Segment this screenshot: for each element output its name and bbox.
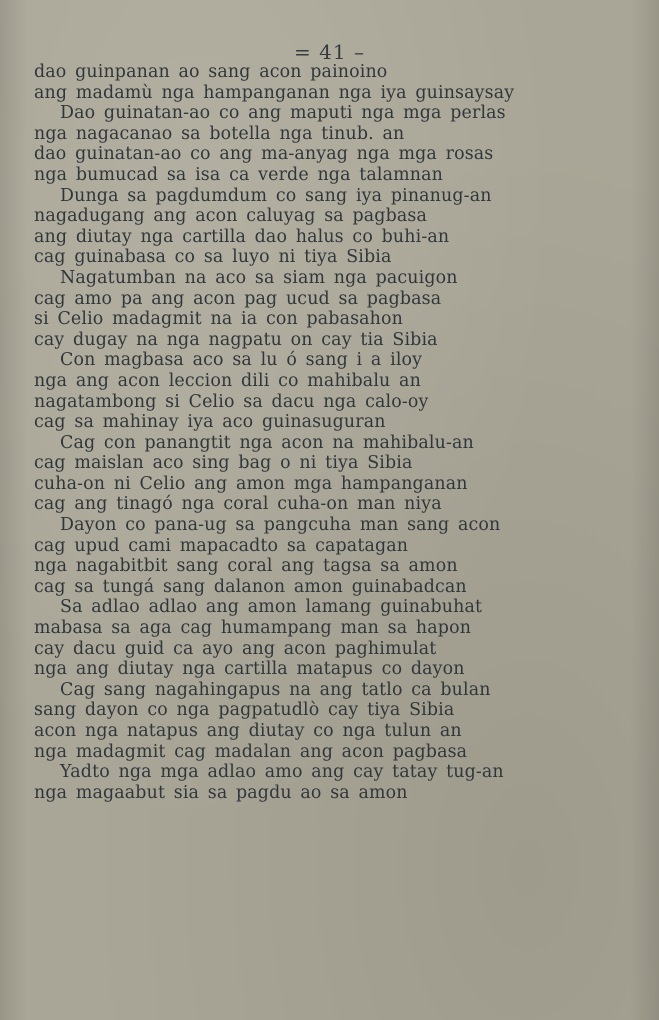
text-line: nga nagacanao sa botella nga tinub. an — [34, 123, 405, 144]
text-line: mabasa sa aga cag humampang man sa hapon — [34, 618, 472, 639]
text-line: Dunga sa pagdumdum co sang iya pinanug-an — [60, 185, 492, 206]
text-line: cag maislan aco sing bag o ni tiya Sibia — [34, 453, 413, 474]
text-line: nga bumucad sa isa ca verde nga talamnan — [34, 164, 444, 185]
text-line: Nagatumban na aco sa siam nga pacuigon — [60, 267, 458, 288]
text-line: dao guinatan-ao co ang ma-anyag nga mga rosas — [34, 144, 494, 165]
text-line: cay dacu guid ca ayo ang acon paghimulat — [34, 638, 437, 659]
text-line: cag upud cami mapacadto sa capatagan — [34, 535, 409, 556]
text-line: cag ang tinagó nga coral cuha-on man niya — [34, 494, 442, 515]
text-line: cuha-on ni Celio ang amon mga hampanganan — [34, 473, 468, 494]
text-line: nga nagabitbit sang coral ang tagsa sa amon — [34, 556, 458, 577]
text-line: dao guinpanan ao sang acon painoino — [34, 62, 388, 82]
text-line: si Celio madagmit na ia con pabasahon — [34, 309, 404, 330]
text-line: nagadugang ang acon caluyag sa pagbasa — [34, 206, 427, 227]
text-line: Dayon co pana-ug sa pangcuha man sang acon — [60, 515, 501, 536]
text-line: cag amo pa ang acon pag ucud sa pagbasa — [34, 288, 442, 309]
text-line: cag sa mahinay iya aco guinasuguran — [34, 412, 386, 433]
text-line: acon nga natapus ang diutay co nga tulun an — [34, 721, 462, 741]
text-line: Cag sang nagahingapus na ang tatlo ca bulan — [60, 679, 491, 700]
text-line: Con magbasa aco sa lu ó sang i a iloy — [60, 350, 423, 371]
text-line: cay dugay na nga nagpatu on cay tia Sibia — [34, 329, 438, 350]
text-line: nagatambong si Celio sa dacu nga calo-oy — [34, 391, 429, 412]
poem-text — [34, 62, 594, 803]
text-line: Cag con panangtit nga acon na mahibalu-an — [60, 432, 474, 453]
text-line: nga madagmit cag madalan ang acon pagbasa — [34, 741, 468, 762]
text-line: Dao guinatan-ao co ang maputi nga mga perlas — [60, 103, 506, 124]
text-line: ang madamù nga hampanganan nga iya guinsaysay — [34, 82, 515, 103]
text-line: cag guinabasa co sa luyo ni tiya Sibia — [34, 247, 392, 268]
text-line: Yadto nga mga adlao amo ang cay tatay tug-an — [60, 762, 504, 783]
text-line: nga ang acon leccion dili co mahibalu an — [34, 370, 421, 391]
text-line: nga ang diutay nga cartilla matapus co dayon — [34, 659, 465, 680]
text-line: Sa adlao adlao ang amon lamang guinabuhat — [60, 597, 483, 618]
text-line: sang dayon co nga pagpatudlò cay tiya Sibia — [34, 700, 455, 721]
text-line: cag sa tungá sang dalanon amon guinabadcan — [34, 576, 467, 597]
text-line: nga magaabut sia sa pagdu ao sa amon — [34, 782, 408, 803]
page-number: = 41 – — [294, 40, 365, 64]
text-line: ang diutay nga cartilla dao halus co buhi-an — [34, 226, 450, 247]
